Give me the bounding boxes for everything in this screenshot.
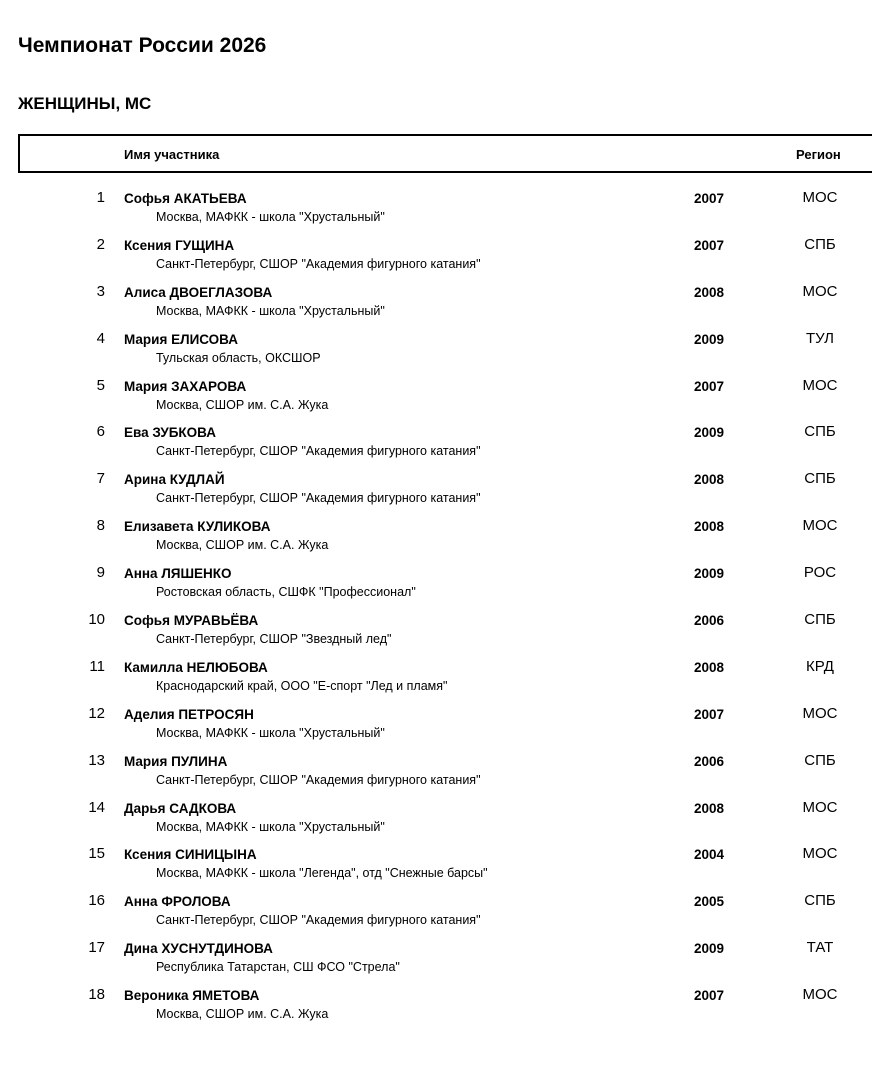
table-header bbox=[18, 134, 872, 173]
participant-name: Ксения СИНИЦЫНА bbox=[124, 847, 257, 863]
birth-year: 2008 bbox=[694, 284, 725, 300]
region-code: ТАТ bbox=[806, 939, 834, 957]
row-number: 13 bbox=[88, 751, 105, 769]
participant-name: Арина КУДЛАЙ bbox=[124, 472, 225, 488]
table-row bbox=[0, 186, 872, 233]
participant-club: Тульская область, ОКСШОР bbox=[156, 350, 321, 365]
participant-club: Ростовская область, СШФК "Профессионал" bbox=[156, 585, 416, 600]
table-row bbox=[0, 233, 872, 280]
region-code: МОС bbox=[802, 376, 838, 394]
table-row bbox=[0, 374, 872, 421]
birth-year: 2006 bbox=[694, 613, 725, 629]
region-code: ТУЛ bbox=[805, 329, 835, 347]
table-row bbox=[0, 936, 872, 983]
region-code: СПБ bbox=[804, 892, 836, 910]
row-number: 1 bbox=[96, 189, 105, 206]
region-code: МОС bbox=[802, 986, 838, 1004]
region-code: СПБ bbox=[804, 470, 836, 488]
birth-year: 2007 bbox=[694, 378, 725, 394]
participant-club: Санкт-Петербург, СШОР "Академия фигурного катания" bbox=[156, 491, 481, 506]
participant-list bbox=[0, 186, 872, 1030]
participant-club: Санкт-Петербург, СШОР "Звездный лед" bbox=[156, 632, 392, 647]
row-number: 10 bbox=[88, 611, 105, 629]
birth-year: 2005 bbox=[694, 894, 725, 910]
participant-club: Москва, СШОР им. С.А. Жука bbox=[156, 397, 329, 412]
table-row bbox=[0, 327, 872, 374]
row-number: 18 bbox=[88, 986, 105, 1004]
table-row bbox=[0, 749, 872, 796]
column-header-name: Имя участника bbox=[124, 147, 220, 162]
participant-club: Москва, МАФКК - школа "Легенда", отд "Снежные барсы" bbox=[156, 866, 488, 881]
region-code: МОС bbox=[802, 282, 838, 300]
table-row bbox=[0, 889, 872, 936]
row-number: 17 bbox=[88, 939, 105, 957]
region-code: СПБ bbox=[804, 751, 836, 769]
participant-club: Краснодарский край, ООО "Е-спорт "Лед и пламя" bbox=[156, 678, 448, 693]
birth-year: 2007 bbox=[694, 237, 725, 253]
row-number: 11 bbox=[89, 657, 105, 675]
participant-club: Санкт-Петербург, СШОР "Академия фигурного катания" bbox=[156, 772, 481, 787]
participant-name: Ксения ГУЩИНА bbox=[124, 237, 235, 253]
table-row bbox=[0, 514, 872, 561]
table-row bbox=[0, 702, 872, 749]
table-row bbox=[0, 983, 872, 1030]
participant-club: Республика Татарстан, СШ ФСО "Стрела" bbox=[156, 960, 400, 975]
row-number: 15 bbox=[88, 845, 105, 863]
participant-club: Москва, МАФКК - школа "Хрустальный" bbox=[156, 819, 385, 834]
birth-year: 2009 bbox=[694, 566, 725, 582]
participant-name: Софья МУРАВЬЁВА bbox=[124, 613, 259, 629]
table-row bbox=[0, 561, 872, 608]
region-code: МОС bbox=[802, 704, 838, 722]
region-code: КРД bbox=[806, 657, 834, 675]
participant-name: Вероника ЯМЕТОВА bbox=[124, 988, 260, 1004]
participant-name: Дина ХУСНУТДИНОВА bbox=[124, 941, 273, 957]
participant-name: Камилла НЕЛЮБОВА bbox=[124, 659, 268, 675]
category-heading: ЖЕНЩИНЫ, МС bbox=[18, 94, 152, 113]
participant-name: Дарья САДКОВА bbox=[124, 800, 237, 816]
birth-year: 2009 bbox=[694, 331, 725, 347]
region-code: СПБ bbox=[804, 423, 836, 441]
participant-club: Москва, СШОР им. С.А. Жука bbox=[156, 538, 329, 553]
participant-name: Анна ФРОЛОВА bbox=[124, 894, 231, 910]
birth-year: 2007 bbox=[694, 191, 725, 206]
table-row bbox=[0, 420, 872, 467]
region-code: СПБ bbox=[804, 611, 836, 629]
participant-name: Аделия ПЕТРОСЯН bbox=[124, 706, 254, 722]
participant-name: Софья АКАТЬЕВА bbox=[124, 191, 247, 206]
row-number: 6 bbox=[96, 423, 105, 441]
birth-year: 2004 bbox=[694, 847, 725, 863]
participant-name: Мария ЗАХАРОВА bbox=[124, 378, 247, 394]
participant-name: Алиса ДВОЕГЛАЗОВА bbox=[124, 284, 273, 300]
region-code: МОС bbox=[802, 845, 838, 863]
row-number: 12 bbox=[88, 704, 105, 722]
region-code: МОС bbox=[802, 189, 838, 206]
row-number: 9 bbox=[96, 564, 105, 582]
participant-name: Елизавета КУЛИКОВА bbox=[124, 519, 271, 535]
row-number: 5 bbox=[96, 376, 105, 394]
table-row bbox=[0, 796, 872, 843]
participant-name: Анна ЛЯШЕНКО bbox=[124, 566, 232, 582]
row-number: 8 bbox=[96, 517, 105, 535]
participant-club: Москва, МАФКК - школа "Хрустальный" bbox=[156, 725, 385, 740]
region-code: МОС bbox=[802, 517, 838, 535]
birth-year: 2008 bbox=[694, 659, 725, 675]
table-row bbox=[0, 842, 872, 889]
table-row bbox=[0, 655, 872, 702]
region-code: СПБ bbox=[804, 235, 836, 253]
table-row bbox=[0, 280, 872, 327]
table-row bbox=[0, 608, 872, 655]
birth-year: 2007 bbox=[694, 706, 725, 722]
participant-club: Москва, СШОР им. С.А. Жука bbox=[156, 1007, 329, 1022]
row-number: 4 bbox=[96, 329, 105, 347]
birth-year: 2006 bbox=[694, 753, 725, 769]
participant-club: Москва, МАФКК - школа "Хрустальный" bbox=[156, 303, 385, 318]
participant-name: Мария ЕЛИСОВА bbox=[124, 331, 239, 347]
participant-club: Санкт-Петербург, СШОР "Академия фигурного катания" bbox=[156, 256, 481, 271]
row-number: 2 bbox=[96, 235, 105, 253]
region-code: РОС bbox=[803, 564, 837, 582]
participant-name: Ева ЗУБКОВА bbox=[124, 425, 216, 441]
row-number: 7 bbox=[96, 470, 105, 488]
row-number: 3 bbox=[96, 282, 105, 300]
column-header-region: Регион bbox=[796, 147, 841, 162]
birth-year: 2008 bbox=[694, 519, 725, 535]
row-number: 16 bbox=[88, 892, 105, 910]
participant-club: Санкт-Петербург, СШОР "Академия фигурного катания" bbox=[156, 913, 481, 928]
row-number: 14 bbox=[88, 798, 105, 816]
table-row bbox=[0, 467, 872, 514]
birth-year: 2008 bbox=[694, 472, 725, 488]
participant-club: Санкт-Петербург, СШОР "Академия фигурного катания" bbox=[156, 444, 481, 459]
birth-year: 2007 bbox=[694, 988, 725, 1004]
birth-year: 2009 bbox=[694, 425, 725, 441]
birth-year: 2008 bbox=[694, 800, 725, 816]
region-code: МОС bbox=[802, 798, 838, 816]
participant-club: Москва, МАФКК - школа "Хрустальный" bbox=[156, 210, 385, 224]
birth-year: 2009 bbox=[694, 941, 725, 957]
participant-name: Мария ПУЛИНА bbox=[124, 753, 228, 769]
page-title: Чемпионат России 2026 bbox=[18, 34, 267, 57]
